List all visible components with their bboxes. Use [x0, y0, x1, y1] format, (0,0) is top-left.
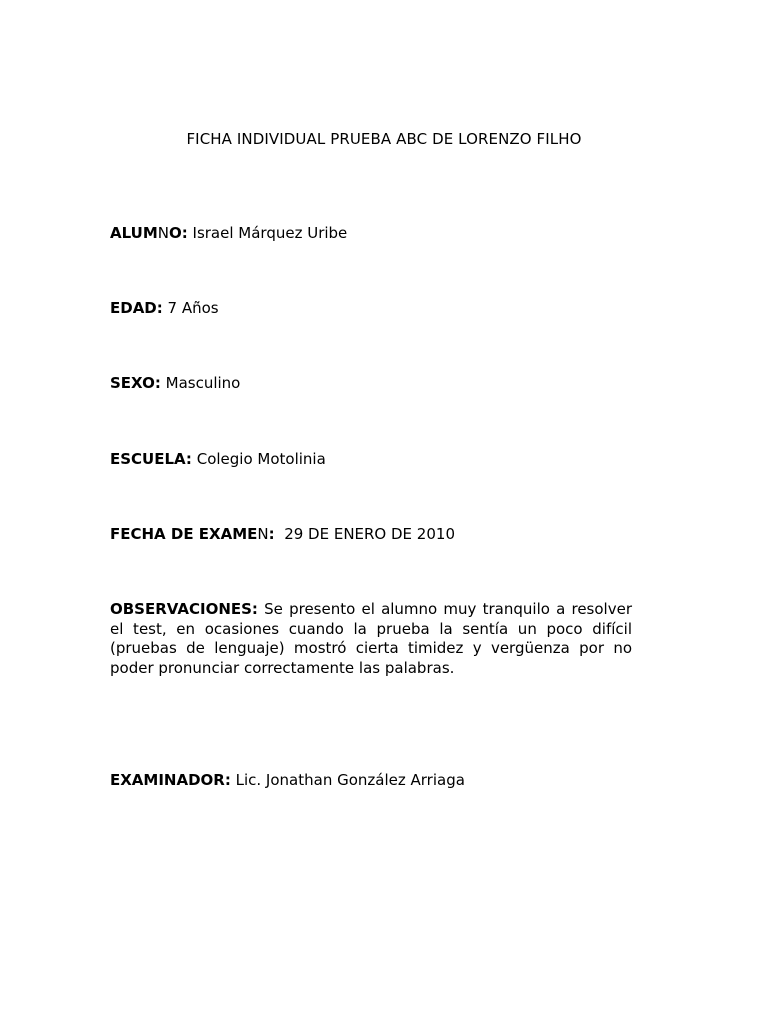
fecha-examen-label: FECHA DE EXAMEN: [110, 525, 275, 543]
sexo-value: Masculino [165, 374, 241, 392]
examinador-label: EXAMINADOR: [110, 771, 231, 789]
alumno-label: ALUMNO: [110, 224, 188, 242]
fecha-examen-field [110, 525, 632, 544]
escuela-label: ESCUELA: [110, 450, 192, 468]
sexo-label: SEXO: [110, 374, 161, 392]
edad-value: 7 Años [167, 299, 219, 317]
observaciones-field [110, 600, 632, 678]
alumno-field [110, 224, 632, 243]
examinador-field [110, 771, 632, 790]
sexo-field [110, 374, 632, 393]
edad-label: EDAD: [110, 299, 163, 317]
observaciones-value: Se presento el alumno muy tranquilo a resolver el test, en ocasiones cuando la prueba la sentía un poco difícil (pruebas de lenguaje) mostró cierta timidez y vergüenza por no poder pronunciar correctamente las palabras. [110, 600, 632, 677]
observaciones-label: OBSERVACIONES: [110, 600, 258, 618]
examinador-value: Lic. Jonathan González Arriaga [235, 771, 465, 789]
document-title: FICHA INDIVIDUAL PRUEBA ABC DE LORENZO FILHO [186, 130, 582, 148]
edad-field [110, 299, 632, 318]
escuela-field [110, 450, 632, 469]
alumno-value: Israel Márquez Uribe [192, 224, 348, 242]
escuela-value: Colegio Motolinia [196, 450, 326, 468]
fecha-examen-value: 29 DE ENERO DE 2010 [284, 525, 455, 543]
